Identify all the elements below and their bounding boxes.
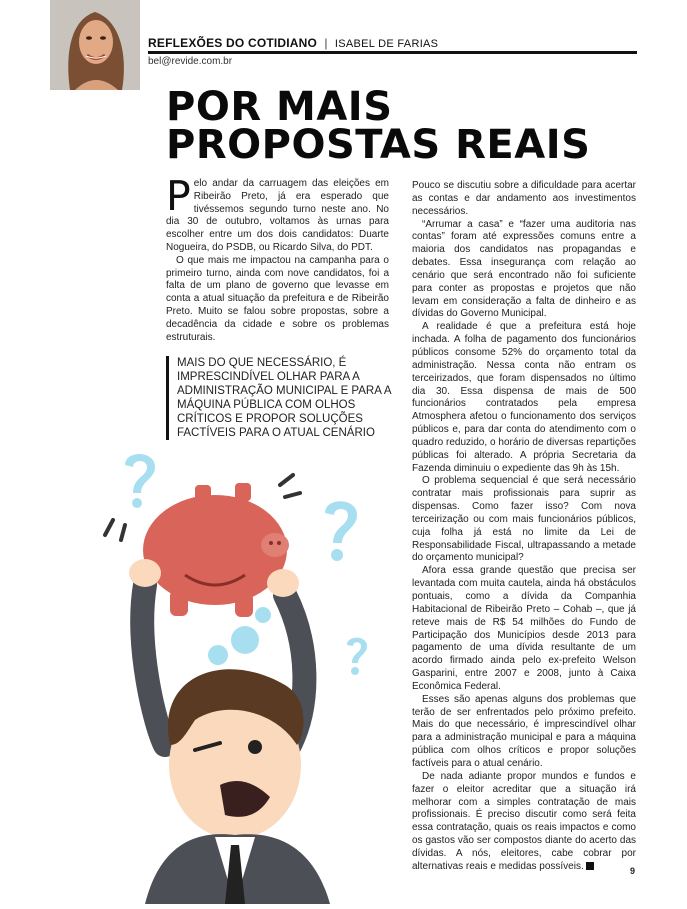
pull-quote: MAIS DO QUE NECESSÁRIO, É IMPRESCINDÍVEL OLHAR PARA A ADMINISTRAÇÃO MUNICIPAL E PARA A MÁQUINA PÚBLICA COM OLHOS CRÍTICOS E PROPOR SOLUÇÕES FACTÍVEIS PARA O ATUAL CENÁRIO xyxy=(166,356,403,440)
question-mark-icon xyxy=(125,454,155,508)
paragraph xyxy=(166,172,389,255)
question-mark-icon xyxy=(347,638,367,675)
headline-line-2: PROPOSTAS REAIS xyxy=(166,122,591,168)
end-of-article-mark xyxy=(586,862,594,870)
article-left-column xyxy=(166,172,389,344)
header-rule xyxy=(148,51,637,54)
question-mark-icon xyxy=(325,501,357,561)
paragraph: Afora essa grande questão que precisa ser levantada com muita cautela, ainda há obstáculos pontuais, como a dívida da Companhia Habitacional de Ribeirão Preto – Cohab –, que já reteve mais de R$ 54 milhões do Fundo de Participação dos Municípios desde 2013 para pagamento de uma dívida resultante de um acordo firmado ainda pelo ex-prefeito Welson Gasparini, entre 2007 e 2008, junto à Caixa Econômica Federal. xyxy=(412,565,636,692)
paragraph: O que mais me impactou na campanha para o primeiro turno, ainda com nove candidatos, foi a falta de um plano de governo que levasse em conta a atual situação da prefeitura e de Ribeirão Preto. Muito se falou sobre propostas, sobre a decadência da cidade e sobre os problemas estruturais. xyxy=(166,254,389,343)
paragraph: O problema sequencial é que será necessário contratar mais profissionais para suprir as dispensas. Como fazer isso? Com nova terceirização ou com mais funcionários públicos, cuja folha já está no limite da Lei de Responsabilidade Fiscal, ultrapassando a metade do orçamento municipal? xyxy=(412,475,636,564)
header-separator: | xyxy=(324,36,328,50)
column-header xyxy=(148,36,635,50)
paragraph-text: De nada adiante propor mundos e fundos e fazer o eleitor acreditar que a situação irá melhorar com a simples contratação de mais profissionais. É preciso discutir como será feita essa contratação, quais os reais impactos e como os gastos vão ser compostos diante do acerto das dívidas. A nós, eleitores, cabe cobrar por alternativas reais e medidas possíveis. xyxy=(412,770,636,872)
headline xyxy=(166,84,636,168)
author-photo xyxy=(50,0,140,90)
paragraph: A realidade é que a prefeitura está hoje inchada. A folha de pagamento dos funcionários públicos consome 52% do orçamento total da administração. Nessa conta não entram os terceirizados, que foram dispensados no último dia 30. Essa dispensa de mais de 500 funcionários contratados pela empresa Atmosphera afetou o funcionamento dos serviços públicos e, para dar conta do atendimento com o quadro reduzido, o horário de diversas repartições públicas foi alterado. A própria Secretaria da Fazenda diminuiu o expediente das 9h às 15h. xyxy=(412,321,636,474)
paragraph: Esses são apenas alguns dos problemas que terão de ser enfrentados pelo próximo prefeito. Mais do que necessário, é imprescindível olhar para a administração municipal e para a máquina pública com olhos críticos e propor soluções factíveis para o atual cenário. xyxy=(412,693,636,769)
author-email: bel@revide.com.br xyxy=(148,56,233,67)
paragraph-text: elo andar da carruagem das eleições em Ribeirão Preto, já era esperado que tivéssemos segundo turno neste ano. No dia 30 de outubro, voltamos às urnas para escolher entre um dos dois candidatos: Duarte Nogueira, do PSDB, ou Ricardo Silva, do PDT. xyxy=(166,178,389,253)
piggy-bank-illustration xyxy=(85,445,405,904)
headline-line-1: POR MAIS xyxy=(166,84,393,130)
piggy-bank xyxy=(143,483,289,617)
article-right-column xyxy=(412,180,636,874)
drop-cap: P xyxy=(166,172,191,220)
page-number: 9 xyxy=(630,866,636,876)
section-title: REFLEXÕES DO COTIDIANO xyxy=(148,36,318,50)
paragraph: “Arrumar a casa” e “fazer uma auditoria nas contas” foram até expressões comuns entre a maioria dos candidatos nas propagandas e debates. Essa insegurança com relação ao cenário que será encontrado não foi suficiente para conter as propostas e projetos que não levam em consideração a falta de dinheiro e as dívidas do Governo Municipal. xyxy=(412,218,636,320)
paragraph xyxy=(412,771,636,874)
paragraph: Pouco se discutiu sobre a dificuldade para acertar as contas e dar andamento aos investimentos necessários. xyxy=(412,180,636,217)
author-name: ISABEL DE FARIAS xyxy=(334,38,439,50)
